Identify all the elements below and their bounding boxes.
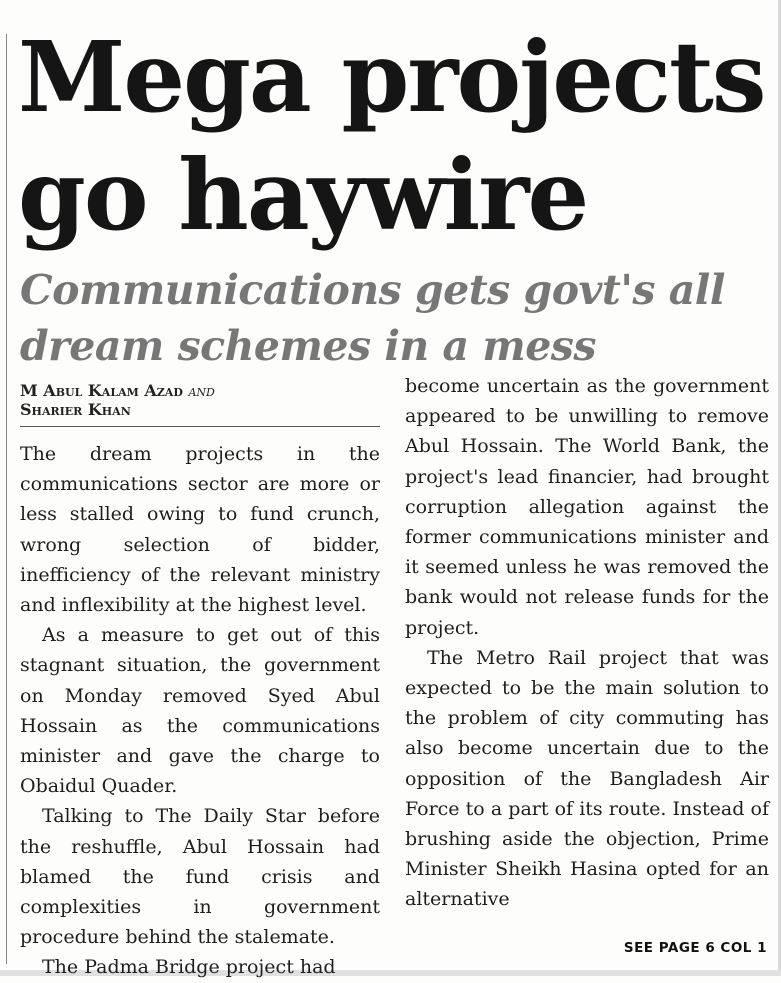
paragraph: The dream projects in the communications sector are more or less stalled owing to fund crunch, wrong selection of bidder, inefficiency of the relevant ministry and inflexibility at the highest level. [20,443,380,617]
byline-author-2: Sharier Khan [20,400,131,419]
paragraph: The Padma Bridge project had [42,956,336,979]
left-column-rule [6,34,7,964]
paragraph: The Metro Rail project that was expected to be the main solution to the problem of city commuting has also become uncertain due to the opposition of the Bangladesh Air Force to a part of its route. Instead of brushing aside the objection, Prime Minister Sheikh Hasina opted for an alternative [405,646,769,911]
headline: Mega projects go haywire [18,20,765,252]
article-column-2 [405,371,769,915]
article-column-1 [20,439,380,983]
paragraph: Talking to The Daily Star before the reshuffle, Abul Hossain had blamed the fund crisis and complexities in government procedure behind the stalemate. [20,805,380,949]
paragraph-continued: become uncertain as the government appeared to be unwilling to remove Abul Hossain. The World Bank, the project's lead financier, had brought corruption allegation against the former communications minister and it seemed unless he was removed the bank would not release funds for the project. [405,375,769,639]
subheadline: Communications gets govt's all dream schemes in a mess [20,266,725,370]
byline [20,381,380,419]
paragraph: As a measure to get out of this stagnant situation, the government on Monday removed Syed Abul Hossain as the communications minister and gave the charge to Obaidul Quader. [20,624,380,798]
continuation-jump-line: SEE PAGE 6 COL 1 [623,940,767,956]
byline-divider [20,426,380,427]
byline-conjunction: and [188,381,215,400]
byline-author-1: M Abul Kalam Azad [20,381,183,400]
